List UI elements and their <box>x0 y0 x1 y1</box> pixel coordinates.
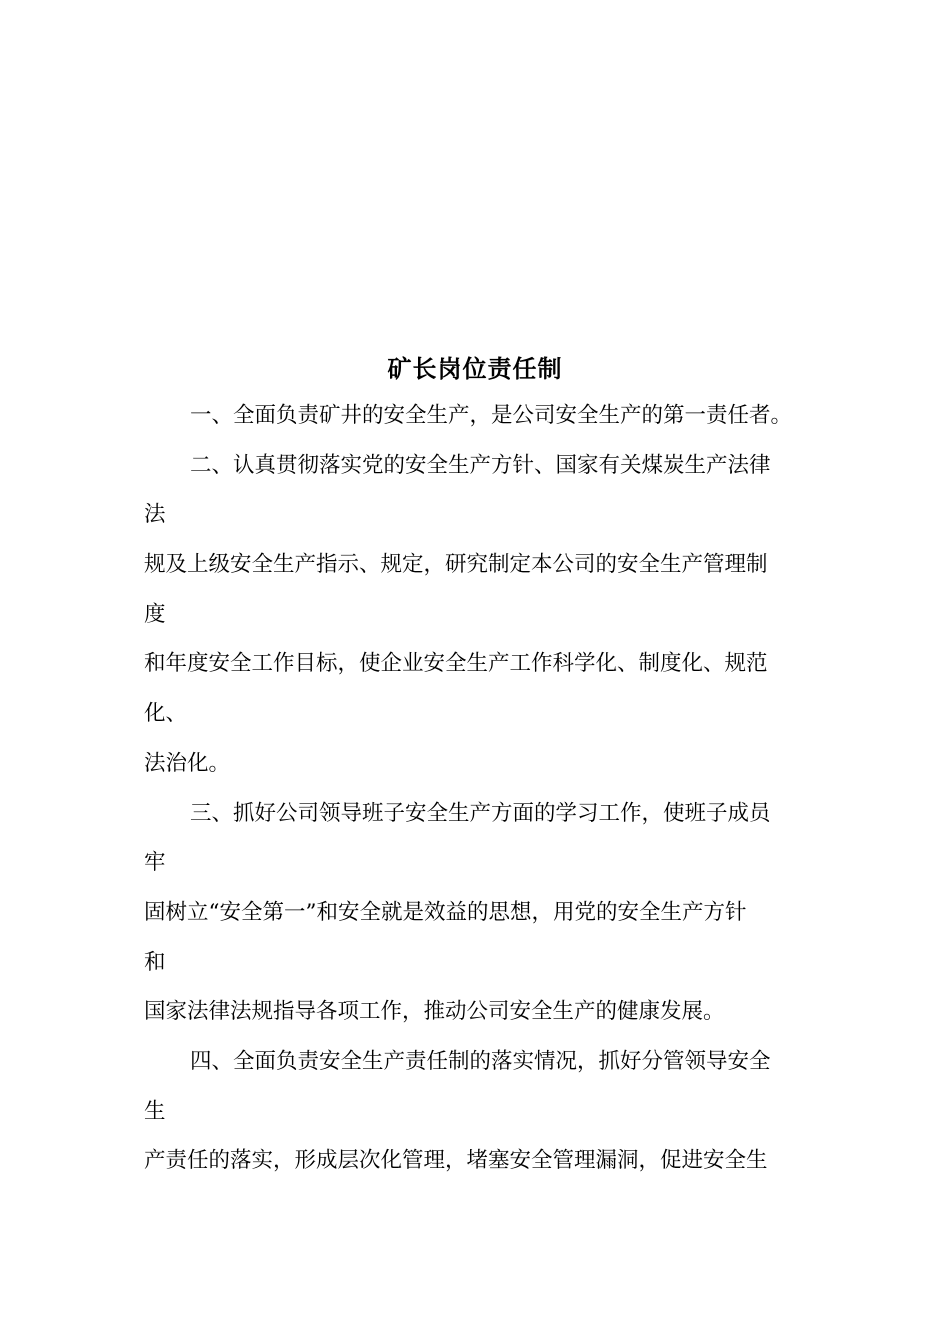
paragraph-line: 生 <box>144 1098 166 1124</box>
document-title: 矿长岗位责任制 <box>387 354 563 383</box>
paragraph-line: 固树立“安全第一”和安全就是效益的思想，用党的安全生产方针 <box>144 899 747 925</box>
paragraph-line: 和年度安全工作目标，使企业安全生产工作科学化、制度化、规范 <box>144 651 768 677</box>
paragraph-line: 法 <box>144 502 166 528</box>
paragraph-line: 产责任的落实，形成层次化管理，堵塞安全管理漏洞，促进安全生 <box>144 1148 768 1174</box>
paragraph-line: 一、全面负责矿井的安全生产，是公司安全生产的第一责任者。 <box>190 403 793 428</box>
paragraph-line: 牢 <box>144 850 166 876</box>
paragraph-line: 二、认真贯彻落实党的安全生产方针、国家有关煤炭生产法律 <box>190 452 771 478</box>
paragraph-line: 和 <box>144 949 166 975</box>
paragraph-line: 度 <box>144 601 166 627</box>
paragraph-line: 化、 <box>144 701 188 727</box>
paragraph-line: 法治化。 <box>144 750 231 776</box>
paragraph-line: 三、抓好公司领导班子安全生产方面的学习工作，使班子成员 <box>190 800 771 826</box>
paragraph-line: 国家法律法规指导各项工作，推动公司安全生产的健康发展。 <box>144 999 725 1025</box>
paragraph-line: 四、全面负责安全生产责任制的落实情况，抓好分管领导安全 <box>190 1048 771 1074</box>
document-body <box>144 401 924 1196</box>
paragraph-line: 规及上级安全生产指示、规定，研究制定本公司的安全生产管理制 <box>144 552 768 578</box>
